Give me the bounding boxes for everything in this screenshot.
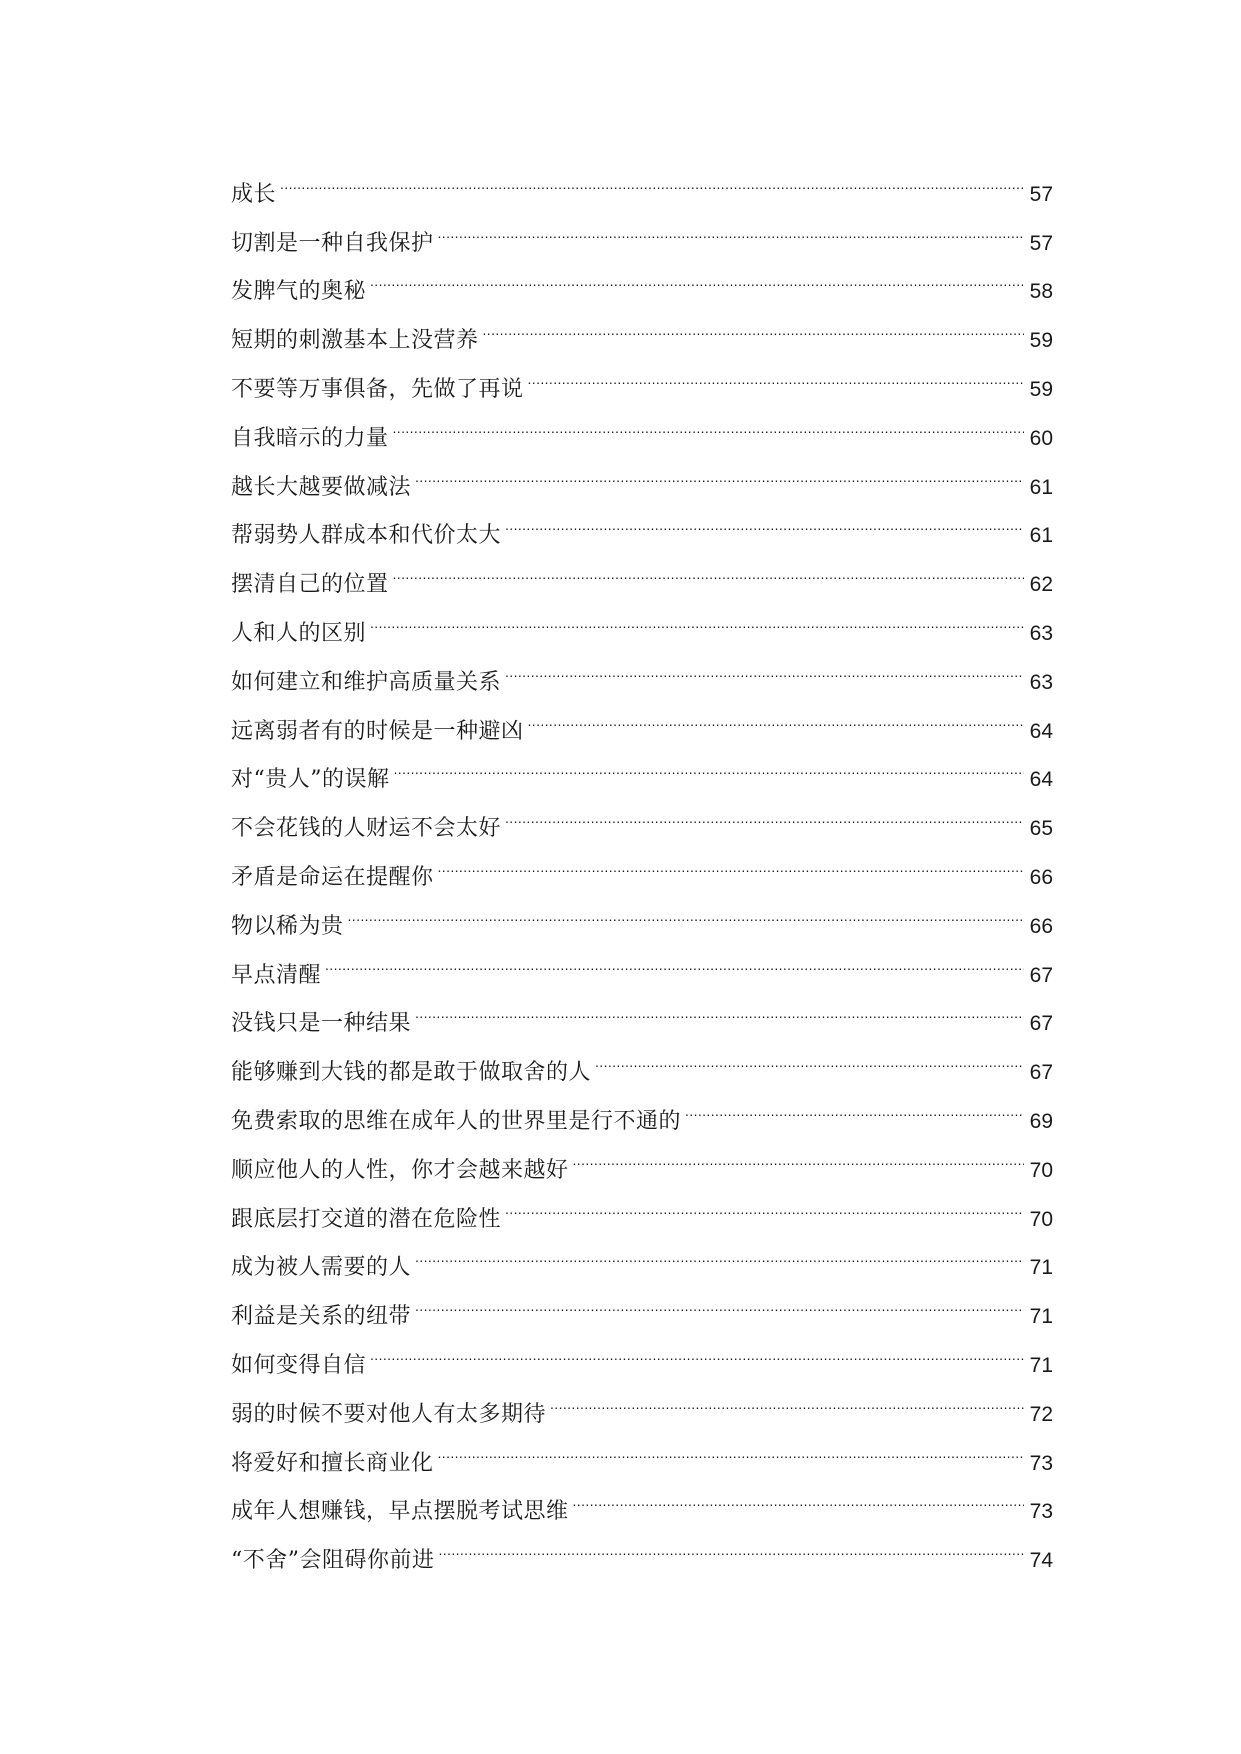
toc-entry-page-number: 72 [1029, 1402, 1053, 1426]
toc-entry-title: 矛盾是命运在提醒你 [231, 864, 434, 890]
toc-entry-page-number: 74 [1029, 1549, 1053, 1573]
toc-entry-page-number: 70 [1029, 1207, 1053, 1231]
toc-entry[interactable] [231, 201, 1053, 256]
dot-leader [505, 494, 1024, 543]
dot-leader [370, 250, 1024, 299]
dot-leader [483, 298, 1024, 347]
toc-entry-title: 摆清自己的位置 [231, 572, 389, 598]
toc-entry[interactable] [231, 152, 1053, 207]
toc-entry-title: 不会花钱的人财运不会太好 [231, 816, 502, 842]
toc-entry-page-number: 71 [1029, 1353, 1053, 1377]
toc-entry-page-number: 61 [1029, 475, 1053, 499]
toc-entry-title: 跟底层打交道的潜在危险性 [231, 1206, 502, 1232]
table-of-contents [231, 152, 1053, 1574]
toc-entry-title: 帮弱势人群成本和代价太大 [231, 523, 502, 549]
toc-entry-title: 自我暗示的力量 [231, 425, 389, 451]
toc-entry-page-number: 60 [1029, 426, 1053, 450]
toc-entry-title: 发脾气的奥秘 [231, 279, 367, 305]
toc-entry-page-number: 67 [1029, 1012, 1053, 1036]
toc-entry-title: 弱的时候不要对他人有太多期待 [231, 1401, 547, 1427]
toc-entry-page-number: 66 [1029, 914, 1053, 938]
toc-entry-page-number: 71 [1029, 1256, 1053, 1280]
toc-entry-page-number: 64 [1029, 719, 1053, 743]
dot-leader [505, 640, 1024, 689]
dot-leader [685, 1079, 1024, 1128]
toc-entry-page-number: 61 [1029, 524, 1053, 548]
dot-leader [415, 1226, 1024, 1275]
dot-leader [280, 152, 1024, 201]
toc-entry-title: 远离弱者有的时候是一种避凶 [231, 718, 524, 744]
toc-entry-page-number: 59 [1029, 329, 1053, 353]
dot-leader [438, 201, 1024, 250]
toc-entry-page-number: 73 [1029, 1451, 1053, 1475]
toc-entry-title: 能够赚到大钱的都是敢于做取舍的人 [231, 1060, 592, 1086]
toc-entry-page-number: 63 [1029, 670, 1053, 694]
toc-entry-page-number: 67 [1029, 1061, 1053, 1085]
dot-leader [393, 396, 1024, 445]
toc-entry-title: 对“贵人”的误解 [231, 767, 390, 793]
dot-leader [348, 884, 1024, 933]
dot-leader [438, 1421, 1024, 1470]
toc-entry-title: 不要等万事俱备，先做了再说 [231, 376, 524, 402]
dot-leader [528, 689, 1024, 738]
dot-leader [550, 1372, 1024, 1421]
dot-leader [528, 347, 1024, 396]
toc-entry-page-number: 69 [1029, 1109, 1053, 1133]
dot-leader [505, 1177, 1024, 1226]
toc-entry-title: 早点清醒 [231, 962, 322, 988]
dot-leader [415, 445, 1024, 494]
toc-entry-page-number: 70 [1029, 1158, 1053, 1182]
toc-entry-title: 物以稀为贵 [231, 913, 344, 939]
toc-entry-page-number: 57 [1029, 182, 1053, 206]
toc-entry-title: 成长 [231, 181, 277, 207]
dot-leader [439, 1518, 1024, 1567]
toc-entry-page-number: 58 [1029, 280, 1053, 304]
dot-leader [573, 1470, 1024, 1519]
toc-entry-title: 成为被人需要的人 [231, 1255, 412, 1281]
toc-entry-title: 利益是关系的纽带 [231, 1304, 412, 1330]
toc-entry-title: “不舍”会阻碍你前进 [231, 1548, 435, 1574]
toc-entry-title: 顺应他人的人性，你才会越来越好 [231, 1157, 569, 1183]
dot-leader [415, 982, 1024, 1031]
toc-entry-title: 短期的刺激基本上没营养 [231, 328, 479, 354]
toc-entry-page-number: 63 [1029, 621, 1053, 645]
toc-entry-page-number: 67 [1029, 963, 1053, 987]
dot-leader [415, 1274, 1024, 1323]
dot-leader [573, 1128, 1024, 1177]
toc-entry-page-number: 73 [1029, 1500, 1053, 1524]
toc-entry-page-number: 64 [1029, 768, 1053, 792]
dot-leader [438, 835, 1024, 884]
toc-entry-title: 将爱好和擅长商业化 [231, 1450, 434, 1476]
dot-leader [325, 933, 1024, 982]
toc-entry-title: 越长大越要做减法 [231, 474, 412, 500]
toc-entry-title: 如何变得自信 [231, 1352, 367, 1378]
toc-entry-title: 免费索取的思维在成年人的世界里是行不通的 [231, 1108, 682, 1134]
dot-leader [393, 542, 1024, 591]
toc-entry-title: 人和人的区别 [231, 620, 367, 646]
toc-entry[interactable] [231, 884, 1053, 939]
toc-entry[interactable] [231, 933, 1053, 988]
toc-entry-page-number: 66 [1029, 865, 1053, 889]
dot-leader [595, 1030, 1024, 1079]
dot-leader [370, 591, 1024, 640]
toc-entry-page-number: 65 [1029, 817, 1053, 841]
toc-entry-title: 如何建立和维护高质量关系 [231, 669, 502, 695]
toc-entry-page-number: 57 [1029, 231, 1053, 255]
toc-entry[interactable] [231, 982, 1053, 1037]
toc-entry-page-number: 62 [1029, 573, 1053, 597]
dot-leader [505, 786, 1024, 835]
toc-entry-title: 成年人想赚钱，早点摆脱考试思维 [231, 1499, 569, 1525]
toc-entry-page-number: 59 [1029, 377, 1053, 401]
dot-leader [394, 738, 1024, 787]
dot-leader [370, 1323, 1024, 1372]
toc-entry-title: 没钱只是一种结果 [231, 1011, 412, 1037]
toc-entry-page-number: 71 [1029, 1305, 1053, 1329]
toc-entry-title: 切割是一种自我保护 [231, 230, 434, 256]
